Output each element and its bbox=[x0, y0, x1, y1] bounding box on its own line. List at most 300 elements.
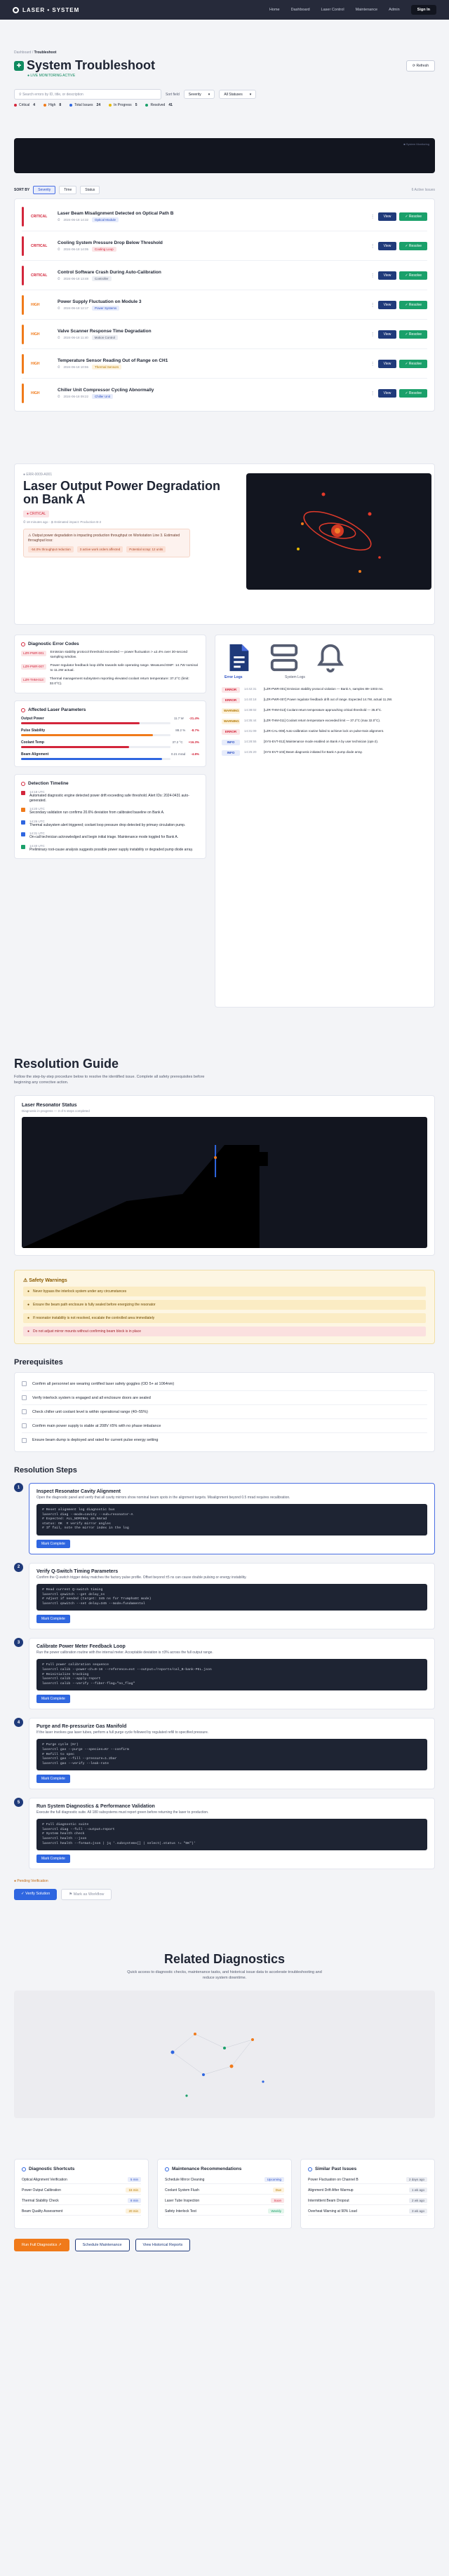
parameter-bar bbox=[21, 746, 170, 748]
parameter-name: Coolant Temp bbox=[21, 740, 44, 745]
related-list-item[interactable] bbox=[308, 2186, 427, 2195]
clock-icon: ⏱ bbox=[58, 306, 60, 310]
prereq-checkbox[interactable] bbox=[22, 1395, 27, 1400]
status-select[interactable]: All Statuses ▾ bbox=[219, 90, 256, 99]
view-button[interactable]: View bbox=[378, 242, 397, 250]
item-label: Power Output Calibration bbox=[22, 2188, 61, 2192]
nav-home[interactable]: Home bbox=[269, 8, 280, 12]
timeline-text: Automated diagnostic engine detected power drift exceeding safe threshold. Alert IDs: 2024-0431 auto-generated. bbox=[29, 794, 189, 803]
log-message: [LZR-THM-013] Coolant return temperature approaching critical threshold — 35.8°C. bbox=[264, 708, 382, 712]
related-list-item[interactable] bbox=[165, 2207, 284, 2216]
timeline-item bbox=[21, 844, 199, 853]
list-title: Similar Past Issues bbox=[315, 2167, 357, 2172]
crumb-dashboard[interactable]: Dashboard bbox=[14, 50, 32, 55]
prereq-checkbox[interactable] bbox=[22, 1409, 27, 1414]
resolution-step bbox=[14, 1718, 435, 1789]
mark-complete-button[interactable]: Mark Complete bbox=[36, 1540, 70, 1548]
log-message: [SYS-EVT-012] Maintenance mode enabled on Bank A by user technician (ops-2). bbox=[264, 740, 379, 743]
log-time: 14:31:09 bbox=[244, 729, 257, 733]
issue-time: 2024-06-18 14:32 bbox=[63, 217, 89, 222]
clock-icon: ⏱ bbox=[58, 395, 60, 398]
more-options-icon[interactable]: ⋮ bbox=[370, 391, 375, 396]
clock-icon bbox=[21, 782, 25, 786]
related-list-card bbox=[157, 2159, 292, 2229]
log-message: [LZR-THM-011] Coolant return temperature exceeded limit — 37.2°C (max 32.0°C). bbox=[264, 719, 381, 722]
sort-status[interactable]: Status bbox=[80, 186, 100, 194]
nav-dashboard[interactable]: Dashboard bbox=[290, 8, 310, 12]
timeline-marker-icon bbox=[21, 820, 25, 825]
step-number: 2 bbox=[14, 1563, 23, 1572]
log-message: [LZR-PWR-007] Power regulator feedback drift out of range. Expected 14.7W, actual 11.2W. bbox=[264, 698, 393, 701]
error-codes-panel: Diagnostic Error Codes LZR-PWR-001 Emission stability protocol threshold exceeded — power fluctuation > ±2.4% over 30-second sampling window. LZR-PWR-007 Power regulator feedback loop drifts towards safe operating range. Measured EMF: 14.7W nominal to 11.2W actual. LZR-THM-013 Thermal management subsystem reporting elevated coolant return temperature: 37.2°C (limit: 32.0°C). bbox=[14, 635, 206, 693]
parameter-name: Pulse Stability bbox=[21, 728, 46, 733]
log-entry bbox=[222, 687, 428, 693]
issue-count: 6 Active Issues bbox=[411, 188, 435, 192]
timeline-panel: Detection Timeline 14:18 UTC Automated diagnostic engine detected power drift exceeding safe threshold. Alert IDs: 2024-0431 auto-generated. 14:20 UTC Secondary validation run confirms 20.6% deviation from calibrated baseline on Bank A. 14:26 UTC Thermal subsystem alert triggered; coolant loop pressure drop detected by primary circulation pump. 14:31 UTC On-call technician acknowledged and begin initial triage. Maintenance mode toggled for Bank A. 14:40 UTC Preliminary root-cause analysis suggests possible power supply instability or degraded pump diode array. bbox=[14, 774, 206, 859]
issue-time: 2024-06-18 11:40 bbox=[63, 335, 88, 339]
impact-pill: Potential scrap: 12 units bbox=[126, 546, 166, 553]
step-description: If the laser involves gas laser tubes, perform a full purge cycle followed by regulated refill to specified pressure. bbox=[36, 1730, 209, 1735]
mark-complete-button[interactable]: Mark Complete bbox=[36, 1855, 70, 1863]
severity-chip[interactable]: In Progress 5 bbox=[109, 103, 137, 107]
issue-tag: Motion Control bbox=[92, 335, 118, 340]
severity-chip[interactable]: Critical 4 bbox=[14, 103, 35, 107]
related-list-item[interactable] bbox=[22, 2197, 141, 2205]
search-input[interactable]: ⚲ Search errors by ID, title, or description bbox=[14, 89, 161, 100]
logs-panel bbox=[215, 635, 435, 1008]
top-nav bbox=[0, 0, 449, 20]
resonator-status-card: Laser Resonator Status Diagnostic in progress — 3 of 5 steps completed bbox=[14, 1095, 435, 1256]
more-options-icon[interactable]: ⋮ bbox=[370, 273, 375, 278]
more-options-icon[interactable]: ⋮ bbox=[370, 214, 375, 219]
severity-bar bbox=[22, 295, 24, 315]
alert-icon bbox=[21, 642, 25, 646]
mark-complete-button[interactable]: Mark Complete bbox=[36, 1695, 70, 1703]
resolve-button[interactable]: ✓ Resolve bbox=[399, 389, 427, 398]
chevron-down-icon: ▾ bbox=[249, 92, 252, 97]
resolve-button[interactable]: ✓ Resolve bbox=[399, 271, 427, 280]
timeline-marker-icon bbox=[21, 791, 25, 795]
item-tag: 5 min bbox=[128, 2177, 141, 2182]
parameter-delta: +16.3% bbox=[188, 740, 199, 744]
severity-label: HIGH bbox=[31, 391, 40, 395]
severity-chip[interactable]: Total Issues 24 bbox=[69, 103, 100, 107]
resolution-step bbox=[14, 1563, 435, 1629]
status-dot-icon bbox=[43, 104, 46, 107]
error-code: LZR-PWR-007 bbox=[21, 664, 46, 670]
parameter-bar bbox=[21, 722, 170, 724]
timeline-marker-icon bbox=[21, 832, 25, 836]
prereq-item bbox=[22, 1377, 427, 1391]
prereq-text: Verify interlock system is engaged and all enclosure doors are sealed bbox=[32, 1395, 151, 1400]
issue-detail-card bbox=[14, 463, 435, 625]
more-options-icon[interactable]: ⋮ bbox=[370, 302, 375, 308]
severity-select[interactable]: Severity ▾ bbox=[184, 90, 215, 99]
item-label: Overheat Warning at 90% Load bbox=[308, 2209, 357, 2214]
clock-icon: ⏱ bbox=[58, 247, 60, 251]
list-icon bbox=[22, 2167, 26, 2171]
step-number: 3 bbox=[14, 1638, 23, 1647]
item-tag: Soon bbox=[271, 2198, 284, 2203]
refresh-button[interactable]: ⟳ Refresh bbox=[406, 60, 435, 72]
issue-row[interactable] bbox=[22, 290, 427, 320]
timeline-time: 14:26 UTC bbox=[29, 819, 45, 823]
severity-label: HIGH bbox=[31, 302, 40, 307]
issue-time: 2024-06-18 10:55 bbox=[63, 365, 89, 369]
related-list-item[interactable] bbox=[308, 2176, 427, 2184]
step-code-block: # Full diagnostic suite laserctl diag --full --output=report # System health check laserctl health --json laserctl health --format=json | jq '.subsystems[] | select(.status != "OK")' bbox=[36, 1819, 427, 1850]
related-title: Related Diagnostics bbox=[163, 1952, 286, 1967]
related-list-item[interactable] bbox=[308, 2207, 427, 2216]
sort-by-label: SORT BY bbox=[14, 188, 30, 192]
related-list-card bbox=[300, 2159, 435, 2229]
issue-row[interactable] bbox=[22, 231, 427, 261]
guide-title: Resolution Guide bbox=[14, 1057, 119, 1071]
related-list-item[interactable] bbox=[22, 2207, 141, 2216]
issue-row[interactable] bbox=[22, 320, 427, 349]
prereq-item bbox=[22, 1419, 427, 1433]
log-time: 14:42:31 bbox=[244, 687, 257, 691]
detail-title: Laser Output Power Degradation on Bank A bbox=[23, 479, 221, 506]
view-reports-button[interactable]: View Historical Reports bbox=[135, 2239, 191, 2251]
step-description: Execute the full diagnostic suite. All 180 subsystems must report green before returning the laser to production. bbox=[36, 1810, 209, 1815]
related-list-item[interactable] bbox=[308, 2197, 427, 2205]
clock-icon: ⏱ bbox=[58, 335, 60, 339]
prereq-text: Confirm main power supply is stable at 208V ±5% with no phase imbalance bbox=[32, 1423, 161, 1428]
crumb-current: Troubleshoot bbox=[34, 50, 57, 55]
log-entry bbox=[222, 750, 428, 756]
log-time: 14:40:18 bbox=[244, 698, 257, 701]
critical-badge: ● CRITICAL bbox=[23, 510, 49, 517]
warning-icon: ⚠ bbox=[23, 1278, 29, 1283]
timeline-marker-icon bbox=[21, 845, 25, 849]
severity-bar bbox=[22, 354, 24, 374]
warning-icon: ● bbox=[27, 1316, 30, 1320]
sort-severity[interactable]: Severity bbox=[33, 186, 55, 194]
log-level: ERROR bbox=[222, 729, 240, 735]
step-title: Calibrate Power Meter Feedback Loop bbox=[36, 1644, 126, 1650]
issue-row[interactable] bbox=[22, 349, 427, 379]
breadcrumb: Dashboard / Troubleshoot bbox=[14, 50, 57, 55]
related-list-item[interactable] bbox=[165, 2186, 284, 2195]
nav-maintenance[interactable]: Maintenance bbox=[355, 8, 378, 12]
issue-tag: Thermal Sensors bbox=[92, 365, 121, 370]
item-tag: Weekly bbox=[268, 2209, 284, 2214]
prereq-item bbox=[22, 1391, 427, 1405]
mark-workflow-button[interactable]: ⚑ Mark as Workflow bbox=[61, 1889, 112, 1900]
parameter-value: 11.7 W bbox=[173, 717, 184, 720]
error-code: LZR-THM-013 bbox=[21, 677, 46, 683]
issue-title: Temperature Sensor Reading Out of Range on CH1 bbox=[58, 358, 168, 363]
resolve-button[interactable]: ✓ Resolve bbox=[399, 242, 427, 250]
issue-time: 2024-06-18 13:48 bbox=[63, 276, 89, 280]
laser-orbit-visual bbox=[246, 473, 431, 590]
item-label: Coolant System Flush bbox=[165, 2188, 199, 2192]
issue-title: Control Software Crash During Auto-Calibration bbox=[58, 269, 161, 275]
log-level: WARNING bbox=[222, 719, 240, 724]
resolve-button[interactable]: ✓ Resolve bbox=[399, 301, 427, 309]
parameter-delta: -4.8% bbox=[191, 752, 199, 756]
view-button[interactable]: View bbox=[378, 271, 397, 280]
clock-icon: ⏱ bbox=[58, 365, 60, 369]
item-tag: 2 days ago bbox=[406, 2177, 427, 2182]
error-description: Thermal management subsystem reporting elevated coolant return temperature: 37.2°C (limit: 32.0°C). bbox=[49, 677, 189, 686]
severity-label: HIGH bbox=[31, 332, 40, 337]
status-dot-icon bbox=[14, 104, 17, 107]
wrench-icon: ✚ bbox=[14, 61, 24, 71]
log-time: 14:38:02 bbox=[244, 708, 257, 712]
prereq-title: Prerequisites bbox=[14, 1358, 63, 1367]
monitoring-banner: ■ System Monitoring bbox=[14, 138, 435, 173]
step-number: 5 bbox=[14, 1798, 23, 1807]
issue-title: Cooling System Pressure Drop Below Threshold bbox=[58, 240, 163, 245]
timeline-text: On-call technician acknowledged and begin initial triage. Maintenance mode toggled for Bank A. bbox=[29, 835, 179, 839]
item-label: Intermittent Beam Dropout bbox=[308, 2198, 349, 2203]
item-tag: 15 min bbox=[126, 2188, 141, 2192]
view-button[interactable]: View bbox=[378, 360, 397, 368]
status-dot-icon bbox=[145, 104, 148, 107]
related-subtitle: Quick access to diagnostic checks, maintenance tasks, and historical issue data to accelerate troubleshooting and reduce system downtime. bbox=[127, 1970, 322, 1981]
more-options-icon[interactable]: ⋮ bbox=[370, 243, 375, 249]
parameter-item bbox=[21, 740, 199, 748]
prereq-text: Confirm all personnel are wearing certified laser safety goggles (OD 5+ at 1064nm) bbox=[32, 1381, 175, 1386]
issue-tag: Optical Module bbox=[92, 217, 119, 222]
warning-icon: ● bbox=[27, 1303, 30, 1307]
nav-laser-control[interactable]: Laser Control bbox=[321, 8, 344, 12]
list-icon bbox=[165, 2167, 169, 2171]
log-message: [LZR-CAL-008] Auto-calibration routine failed to achieve lock on pulse-train alignment. bbox=[264, 729, 384, 733]
log-message: [LZR-PWR-001] Emission stability protocol violation — Bank A, samples 89–1003 ms. bbox=[264, 687, 384, 691]
log-level: WARNING bbox=[222, 708, 240, 714]
issue-row[interactable] bbox=[22, 379, 427, 408]
parameter-value: 0.21 mrad bbox=[170, 752, 186, 756]
item-label: Schedule Mirror Cleaning bbox=[165, 2177, 205, 2182]
related-network-visual bbox=[14, 1991, 435, 2118]
parameter-name: Output Power bbox=[21, 717, 44, 721]
item-tag: 1 wk ago bbox=[409, 2188, 427, 2192]
prereq-text: Ensure beam dump is deployed and rated for current pulse energy setting bbox=[32, 1438, 159, 1442]
step-title: Run System Diagnostics & Performance Validation bbox=[36, 1804, 155, 1810]
log-entry bbox=[222, 740, 428, 745]
tab-error-logs[interactable]: Error Logs bbox=[224, 675, 243, 679]
bell-icon bbox=[314, 642, 347, 674]
issue-tag: Controller bbox=[92, 276, 112, 281]
item-tag: 3 wk ago bbox=[409, 2209, 427, 2214]
parameter-bar-fill bbox=[21, 758, 162, 760]
parameter-bar-fill bbox=[21, 722, 140, 724]
prereq-checkbox[interactable] bbox=[22, 1438, 27, 1443]
step-title: Verify Q-Switch Timing Parameters bbox=[36, 1568, 119, 1574]
issue-title: Laser Beam Misalignment Detected on Optical Path B bbox=[58, 210, 174, 216]
resolution-step bbox=[14, 1483, 435, 1554]
severity-chip[interactable]: Resolved 41 bbox=[145, 103, 172, 107]
item-tag: Upcoming bbox=[264, 2177, 284, 2182]
timeline-item bbox=[21, 790, 199, 803]
page-title: System Troubleshoot bbox=[27, 58, 156, 72]
timeline-item bbox=[21, 832, 199, 840]
issue-time: 2024-06-18 12:17 bbox=[63, 306, 89, 310]
step-code-block: # Full power calibration sequence laserctl calib --power-ch=0-16 --reference=ext --output=/reports/cal_B-bank-PEL.json # Reinitialize tracking laserctl calib --apply-report laserctl calib --verify --fiber-flag="no_flag" bbox=[36, 1659, 427, 1690]
item-label: Beam Quality Assessment bbox=[22, 2209, 63, 2214]
issue-title: Valve Scanner Response Time Degradation bbox=[58, 328, 152, 334]
item-label: Alignment Drift After Warmup bbox=[308, 2188, 354, 2192]
parameter-value: 37.2 °C bbox=[172, 740, 183, 744]
related-list-item[interactable] bbox=[165, 2197, 284, 2205]
view-button[interactable]: View bbox=[378, 212, 397, 221]
detail-meta: ⏱ 18 minutes ago · ⚙ Estimated impact: Production B-2 bbox=[23, 520, 102, 524]
step-code-block: # Purge cycle (Kr) laserctl gas --purge --species=Kr --confirm # Refill to spec laserctl gas --fill --pressure=1.2bar laserctl gas --verify --leak-rate bbox=[36, 1739, 427, 1770]
related-list-item[interactable] bbox=[22, 2186, 141, 2195]
status-dot-icon bbox=[109, 104, 112, 107]
severity-label: CRITICAL bbox=[31, 214, 48, 219]
run-diagnostics-button[interactable]: Run Full Diagnostics ↗ bbox=[14, 2239, 69, 2251]
prereq-item bbox=[22, 1433, 427, 1447]
view-button[interactable]: View bbox=[378, 330, 397, 339]
step-number: 1 bbox=[14, 1483, 23, 1492]
sort-time[interactable]: Time bbox=[59, 186, 76, 194]
mark-complete-button[interactable]: Mark Complete bbox=[36, 1775, 70, 1783]
related-list-card bbox=[14, 2159, 149, 2229]
parameter-value: 88.2 % bbox=[175, 728, 186, 732]
nav-admin[interactable]: Admin bbox=[389, 8, 400, 12]
clock-icon: ⏱ bbox=[58, 217, 60, 222]
timeline-time: 14:31 UTC bbox=[29, 832, 45, 835]
error-description: Power regulator feedback loop drifts towards safe operating range. Measured EMF: 14.7W nominal to 11.2W actual. bbox=[50, 664, 198, 672]
error-code-item bbox=[21, 677, 199, 686]
sign-in-button[interactable]: Sign In bbox=[411, 5, 436, 15]
prereq-checkbox[interactable] bbox=[22, 1423, 27, 1428]
issue-row[interactable] bbox=[22, 202, 427, 231]
view-button[interactable]: View bbox=[378, 301, 397, 309]
warning-item: ● Never bypass the interlock system under any circumstances bbox=[23, 1287, 426, 1296]
step-title: Purge and Re-pressurize Gas Manifold bbox=[36, 1724, 127, 1730]
document-icon bbox=[222, 642, 254, 674]
impact-pill: 3 active work orders affected bbox=[77, 546, 123, 553]
brand-logo[interactable]: LASER • SYSTEM bbox=[13, 7, 79, 13]
log-entry bbox=[222, 719, 428, 724]
severity-bar bbox=[22, 266, 24, 285]
item-label: Optical Alignment Verification bbox=[22, 2177, 67, 2182]
parameter-item bbox=[21, 728, 199, 736]
warning-icon: ● bbox=[27, 1329, 30, 1334]
list-icon bbox=[308, 2167, 312, 2171]
parameter-delta: -21.4% bbox=[189, 717, 199, 720]
search-icon: ⚲ bbox=[19, 92, 23, 97]
item-tag: 20 min bbox=[126, 2209, 141, 2214]
prereq-item bbox=[22, 1405, 427, 1419]
step-title: Inspect Resonator Cavity Alignment bbox=[36, 1489, 121, 1494]
resolve-button[interactable]: ✓ Resolve bbox=[399, 330, 427, 339]
parameters-panel: Affected Laser Parameters Output Power 11.7 W -21.4% Pulse Stability 88.2 % -8.7% Coolant Temp 37.2 °C +16.3% Beam Alignment 0.21 mrad -4.8% bbox=[14, 700, 206, 767]
severity-bar bbox=[22, 384, 24, 403]
more-options-icon[interactable]: ⋮ bbox=[370, 361, 375, 367]
list-title: Diagnostic Shortcuts bbox=[29, 2167, 75, 2172]
chevron-down-icon: ▾ bbox=[208, 92, 210, 97]
parameter-item bbox=[21, 717, 199, 724]
resolution-step bbox=[14, 1798, 435, 1869]
parameter-bar bbox=[21, 758, 170, 760]
item-label: Laser Tube Inspection bbox=[165, 2198, 200, 2203]
severity-chips bbox=[14, 103, 435, 107]
prereq-text: Check chiller unit coolant level is within operational range (40–55%) bbox=[32, 1409, 148, 1414]
resolution-step bbox=[14, 1638, 435, 1709]
log-level: INFO bbox=[222, 750, 240, 756]
issue-title: Chiller Unit Compressor Cycling Abnormally bbox=[58, 388, 154, 393]
server-icon bbox=[268, 642, 300, 674]
prereq-list bbox=[14, 1372, 435, 1452]
more-options-icon[interactable]: ⋮ bbox=[370, 332, 375, 337]
status-dot-icon bbox=[69, 104, 72, 107]
list-title: Maintenance Recommendations bbox=[172, 2167, 242, 2172]
warning-item: ● Do not adjust mirror mounts without confirming beam block is in place bbox=[23, 1327, 426, 1336]
logo-icon bbox=[13, 7, 19, 13]
item-label: Safety Interlock Test bbox=[165, 2209, 196, 2214]
severity-bar bbox=[22, 325, 24, 344]
log-level: ERROR bbox=[222, 698, 240, 703]
step-description: Confirm the Q-switch trigger delay matches the factory pulse profile. Offset beyond ±5 ns can cause double pulsing or energy instability. bbox=[36, 1575, 247, 1580]
tab-system-logs[interactable]: System Logs bbox=[285, 675, 305, 679]
view-button[interactable]: View bbox=[378, 389, 397, 398]
step-number: 4 bbox=[14, 1718, 23, 1727]
severity-chip[interactable]: High 8 bbox=[43, 103, 61, 107]
severity-label: CRITICAL bbox=[31, 273, 48, 278]
related-list-item[interactable] bbox=[22, 2176, 141, 2184]
resolve-button[interactable]: ✓ Resolve bbox=[399, 360, 427, 368]
parameter-bar-fill bbox=[21, 734, 153, 736]
timeline-time: 14:20 UTC bbox=[29, 807, 45, 811]
issue-tag: Power Systems bbox=[92, 306, 119, 311]
parameter-item bbox=[21, 752, 199, 760]
item-tag: 8 min bbox=[128, 2198, 141, 2203]
issue-row[interactable] bbox=[22, 261, 427, 290]
item-tag: Due bbox=[273, 2188, 284, 2192]
schedule-maintenance-button[interactable]: Schedule Maintenance bbox=[75, 2239, 130, 2251]
warning-item: ● If resonator instability is not resolved, escalate the controlled area immediately bbox=[23, 1313, 426, 1323]
log-entry bbox=[222, 698, 428, 703]
parameter-bar bbox=[21, 734, 170, 736]
error-code: LZR-PWR-001 bbox=[21, 651, 46, 656]
prereq-checkbox[interactable] bbox=[22, 1381, 27, 1386]
log-level: ERROR bbox=[222, 687, 240, 693]
alert-icon bbox=[21, 708, 25, 712]
impact-pill: -54.0% throughput reduction bbox=[28, 546, 74, 553]
issue-time: 2024-06-18 14:05 bbox=[63, 247, 89, 251]
issue-tag: Chiller Unit bbox=[92, 394, 113, 399]
parameter-bar-fill bbox=[21, 746, 129, 748]
sort-label: Sort field bbox=[166, 92, 180, 97]
item-tag: 2 wk ago bbox=[409, 2198, 427, 2203]
issue-time: 2024-06-18 09:22 bbox=[63, 395, 89, 398]
severity-label: HIGH bbox=[31, 361, 40, 366]
log-entry bbox=[222, 729, 428, 735]
safety-warnings: ⚠ Safety Warnings ● Never bypass the interlock system under any circumstances ● Ensure the beam path enclosure is fully sealed before energizing the resonator ● If resonator instability is not resolved, escalate the controlled area immediately ● Do not adjust mirror mounts without confirming beam block is in place bbox=[14, 1270, 435, 1344]
impact-note: ⚠ Output power degradation is impacting production throughput on Workstation Line 3. Estimated throughput loss: -54.0% throughput reduction 3 active work orders affected Potential scrap: 12 units bbox=[23, 529, 190, 557]
verify-solution-button[interactable]: ✓ Verify Solution bbox=[14, 1889, 57, 1900]
timeline-text: Thermal subsystem alert triggered; coolant loop pressure drop detected by primary circulation pump. bbox=[29, 822, 186, 827]
timeline-time: 14:40 UTC bbox=[29, 843, 45, 848]
error-id: ● ERR-0009-A001 bbox=[23, 473, 53, 477]
log-time: 14:35:44 bbox=[244, 719, 257, 722]
mark-complete-button[interactable]: Mark Complete bbox=[36, 1615, 70, 1623]
live-status: ● LIVE MONITORING ACTIVE bbox=[27, 74, 76, 78]
related-list-item[interactable] bbox=[165, 2176, 284, 2184]
item-label: Power Fluctuation on Channel B bbox=[308, 2177, 358, 2182]
step-description: Open the diagnostic panel and verify that all cavity mirrors show nominal beam spots in the alignment targets. Misalignment beyond 0.5 mrad requires recalibration. bbox=[36, 1496, 290, 1500]
error-code-item bbox=[21, 651, 199, 660]
timeline-item bbox=[21, 820, 199, 828]
log-time: 14:28:55 bbox=[244, 740, 257, 743]
resolve-button[interactable]: ✓ Resolve bbox=[399, 212, 427, 221]
